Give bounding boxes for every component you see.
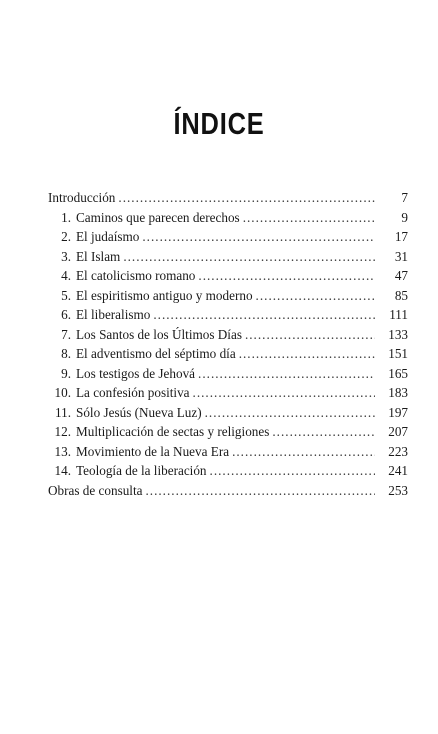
toc-entry-title: El espiritismo antiguo y moderno	[76, 287, 253, 303]
toc-entry-number: 1.	[61, 209, 71, 225]
toc-entry-5[interactable]	[48, 288, 408, 308]
dot-leader	[193, 385, 375, 401]
toc-entry-page: 151	[388, 346, 408, 361]
toc-entry-title: Movimiento de la Nueva Era	[76, 443, 230, 459]
dot-leader	[243, 210, 375, 226]
dot-leader	[153, 307, 375, 323]
toc-entry-title: El judaísmo	[76, 229, 140, 244]
toc-entry-number: 6.	[61, 307, 71, 322]
toc-entry-number: 7.	[61, 326, 71, 342]
page-title: ÍNDICE	[173, 106, 265, 141]
toc-entry-2[interactable]	[48, 229, 408, 249]
toc-entry-number: 11.	[55, 404, 71, 420]
table-of-contents	[48, 190, 408, 502]
dot-leader	[210, 463, 375, 479]
toc-entry-12[interactable]	[48, 424, 408, 444]
toc-entry-3[interactable]	[48, 249, 408, 269]
toc-entry-11[interactable]	[48, 405, 408, 425]
toc-entry-page: 85	[394, 287, 408, 303]
toc-entry-title: Teología de la liberación	[76, 463, 207, 478]
toc-entry-page: 197	[388, 404, 408, 420]
toc-entry-number: 3.	[61, 248, 71, 264]
toc-entry-title: Obras de consulta	[48, 482, 143, 498]
toc-entry-page: 253	[388, 482, 408, 498]
toc-entry-number: 5.	[61, 287, 71, 303]
dot-leader	[205, 405, 375, 421]
dot-leader	[142, 229, 375, 245]
dot-leader	[256, 288, 375, 304]
toc-entry-page: 165	[388, 365, 408, 381]
toc-entry-title: Sólo Jesús (Nueva Luz)	[76, 404, 202, 420]
toc-entry-number: 2.	[61, 229, 71, 244]
toc-entry-number: 12.	[54, 424, 71, 439]
toc-entry-9[interactable]	[48, 366, 408, 386]
toc-entry-page: 47	[394, 268, 408, 283]
toc-entry-title: El adventismo del séptimo día	[76, 346, 236, 361]
toc-entry-number: 4.	[61, 268, 71, 283]
toc-entry-title: Introducción	[48, 190, 116, 205]
toc-entry-page: 9	[401, 209, 408, 225]
toc-entry-14[interactable]	[48, 463, 408, 483]
dot-leader	[198, 366, 375, 382]
dot-leader	[118, 190, 375, 206]
toc-entry-title: Los Santos de los Últimos Días	[76, 326, 242, 342]
toc-entry-number: 14.	[54, 463, 71, 478]
toc-entry-title: El Islam	[76, 248, 121, 264]
toc-entry-page: 111	[389, 307, 408, 322]
toc-entry-obras-de-consulta[interactable]	[48, 483, 408, 503]
toc-entry-page: 133	[388, 326, 408, 342]
toc-entry-number: 9.	[61, 365, 71, 381]
dot-leader	[198, 268, 375, 284]
toc-entry-number: 10.	[54, 385, 71, 400]
dot-leader	[272, 424, 375, 440]
toc-entry-introduccion[interactable]	[48, 190, 408, 210]
toc-entry-number: 13.	[54, 443, 71, 459]
toc-entry-number: 8.	[61, 346, 71, 361]
toc-entry-title: Caminos que parecen derechos	[76, 209, 240, 225]
toc-entry-page: 183	[388, 385, 408, 400]
dot-leader	[232, 444, 375, 460]
toc-entry-title: El catolicismo romano	[76, 268, 196, 283]
toc-entry-10[interactable]	[48, 385, 408, 405]
toc-entry-page: 31	[394, 248, 408, 264]
toc-entry-4[interactable]	[48, 268, 408, 288]
toc-entry-title: La confesión positiva	[76, 385, 190, 400]
toc-entry-page: 241	[388, 463, 408, 478]
dot-leader	[123, 249, 375, 265]
toc-entry-13[interactable]	[48, 444, 408, 464]
toc-entry-1[interactable]	[48, 210, 408, 230]
toc-entry-page: 223	[388, 443, 408, 459]
toc-entry-page: 207	[388, 424, 408, 439]
toc-entry-title: El liberalismo	[76, 307, 151, 322]
toc-entry-page: 7	[401, 190, 408, 205]
toc-entry-6[interactable]	[48, 307, 408, 327]
toc-entry-8[interactable]	[48, 346, 408, 366]
dot-leader	[145, 483, 375, 499]
dot-leader	[239, 346, 375, 362]
toc-entry-page: 17	[394, 229, 408, 244]
toc-entry-title: Multiplicación de sectas y religiones	[76, 424, 270, 439]
dot-leader	[245, 327, 375, 343]
toc-entry-title: Los testigos de Jehová	[76, 365, 196, 381]
toc-entry-7[interactable]	[48, 327, 408, 347]
